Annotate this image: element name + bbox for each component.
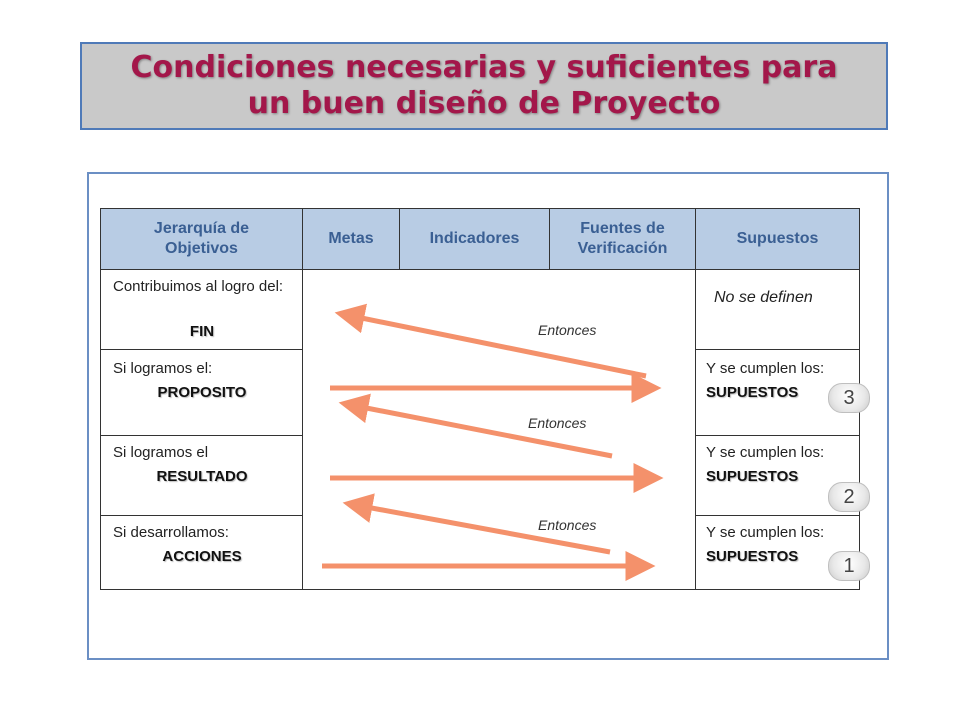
supuestos-not-defined: No se definen — [714, 289, 813, 306]
supuestos-acciones-label: SUPUESTOS — [706, 548, 799, 565]
header-supuestos: Supuestos — [695, 208, 860, 270]
badge-1: 1 — [828, 551, 870, 581]
header-jerarquia: Jerarquía de Objetivos — [100, 208, 302, 270]
row-acciones-level: ACCIONES — [162, 548, 242, 565]
entonces-label-1: Entonces — [538, 322, 597, 338]
row-proposito-level: PROPOSITO — [157, 384, 247, 401]
badge-3: 3 — [828, 383, 870, 413]
header-indicadores: Indicadores — [399, 208, 549, 270]
supuestos-proposito-label: SUPUESTOS — [706, 384, 799, 401]
entonces-label-3: Entonces — [538, 517, 597, 533]
supuestos-resultado-label: SUPUESTOS — [706, 468, 799, 485]
supuestos-proposito-lead: Y se cumplen los: — [706, 360, 825, 377]
header-fuentes: Fuentes de Verificación — [549, 208, 695, 270]
row-proposito-lead: Si logramos el: — [113, 360, 213, 377]
row-acciones-lead: Si desarrollamos: — [113, 524, 229, 541]
supuestos-acciones-lead: Y se cumplen los: — [706, 524, 825, 541]
badge-2: 2 — [828, 482, 870, 512]
row-fin-lead: Contribuimos al logro del: — [113, 278, 284, 295]
supuestos-resultado-lead: Y se cumplen los: — [706, 444, 825, 461]
entonces-label-2: Entonces — [528, 415, 587, 431]
arrow-back-1 — [342, 314, 646, 376]
row-resultado-level: RESULTADO — [156, 468, 248, 485]
row-fin-level: FIN — [189, 323, 215, 340]
header-metas: Metas — [302, 208, 399, 270]
title-line-2: un buen diseño de Proyecto — [247, 86, 721, 121]
title-line-1: Condiciones necesarias y suficientes para — [130, 50, 838, 85]
row-resultado-lead: Si logramos el — [113, 444, 209, 461]
